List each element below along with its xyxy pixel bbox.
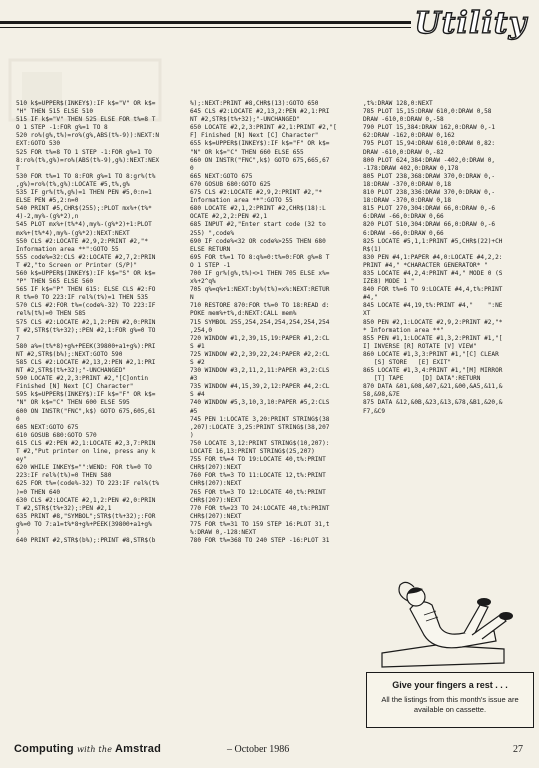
code-line: [T] TAPE [D] DATA":RETURN bbox=[363, 375, 481, 383]
code-line: 760 FOR t%=3 TO 11:LOCATE 12,t%:PRINT bbox=[190, 472, 326, 480]
code-line: 675 CLS #2:LOCATE #2,9,2:PRINT #2,"* bbox=[190, 189, 323, 197]
code-line: 0 bbox=[16, 415, 20, 423]
header-rule bbox=[0, 21, 470, 24]
code-line: 620 WHILE INKEY$="":WEND: FOR t%=0 TO bbox=[16, 464, 152, 472]
code-line: R t%=0 TO 223:IF rel%(t%)=1 THEN 535 bbox=[16, 294, 149, 302]
code-line: 635 PRINT #8,"SYMBOL";STR$(t%+32);:FOR bbox=[16, 512, 156, 520]
code-line: x%+2^q% bbox=[190, 278, 216, 286]
code-line: 530 FOR t%=1 TO 8:FOR g%=1 TO 8:gr%(t% bbox=[16, 172, 156, 180]
code-line: 6:DRAW -66,0:DRAW 0,66 bbox=[363, 213, 444, 221]
code-line: 625 FOR t%=(code%-32) TO 223:IF rel%(t% bbox=[16, 480, 160, 488]
code-line: O 1 STEP -1 bbox=[190, 261, 231, 269]
code-line: 725 WINDOW #2,2,39,22,24:PAPER #2,2:CL bbox=[190, 350, 330, 358]
code-line: 605 NEXT:GOTO 675 bbox=[16, 423, 79, 431]
code-line: 840 FOR t%=6 TO 9:LOCATE #4,4,t%:PRINT bbox=[363, 286, 503, 294]
code-line: OCATE #2,2,2:PEN #2,1 bbox=[190, 213, 268, 221]
code-line: ) bbox=[16, 528, 20, 536]
code-line: 795 PLOT 15,94:DRAW 610,0:DRAW 0,82: bbox=[363, 140, 496, 148]
code-line: Finished [N] Next [C] Character" bbox=[16, 383, 134, 391]
code-line: EXT:GOTO 530 bbox=[16, 140, 61, 148]
code-line: 735 WINDOW #4,15,39,2,12:PAPER #4,2:CL bbox=[190, 383, 330, 391]
code-line: 700 IF gr%(g%,t%)<>1 THEN 705 ELSE x%= bbox=[190, 269, 330, 277]
code-line: 540 PRINT #5,CHR$(255);:PLOT mx%+(t%* bbox=[16, 205, 152, 213]
code-line: LOCATE 16,13:PRINT STRING$(25,207) bbox=[190, 448, 315, 456]
magazine-name-with: with the bbox=[77, 745, 113, 754]
code-line: ey" bbox=[16, 456, 28, 464]
code-line: 255) ",code% bbox=[190, 229, 235, 237]
code-line: Information area **":GOTO 55 bbox=[16, 245, 119, 253]
code-line: 815 PLOT 270,304:DRAW 66,0:DRAW 0,-6 bbox=[363, 205, 496, 213]
code-line: S #2 bbox=[190, 359, 205, 366]
code-line: DRAW -610,0:DRAW 0,-82 bbox=[363, 148, 444, 156]
code-line: 660 ON INSTR("FNC",k$) GOTO 675,665,67 bbox=[190, 156, 330, 164]
code-line: 805 PLOT 238,368:DRAW 370,0:DRAW 0,- bbox=[363, 172, 496, 180]
promo-title: Give your fingers a rest . . . bbox=[392, 680, 508, 690]
code-line: 575 CLS #2:LOCATE #2,1,2:PEN #2,0:PRIN bbox=[16, 318, 156, 326]
code-line: 775 FOR t%=31 TO 159 STEP 16:PLOT 31,t bbox=[190, 520, 330, 528]
code-line: 525 FOR t%=8 TO 1 STEP -1:FOR g%=1 TO bbox=[16, 148, 152, 156]
code-line: 590 LOCATE #2,2,3:PRINT #2,"[C]ontin bbox=[16, 375, 149, 383]
code-line: CHR$(207):NEXT bbox=[190, 512, 242, 520]
code-line: I] INVERSE [R] ROTATE [V] VIEW" bbox=[363, 342, 477, 350]
code-line: 715 SYMBOL 255,254,254,254,254,254,254 bbox=[190, 318, 330, 326]
issue-date bbox=[227, 744, 289, 755]
code-line: 670 GOSUB 680:GOTO 625 bbox=[190, 180, 271, 188]
code-line: 765 FOR t%=3 TO 12:LOCATE 40,t%:PRINT bbox=[190, 488, 326, 496]
page-header bbox=[0, 0, 539, 44]
code-line: 750 LOCATE 3,12:PRINT STRING$(10,207): bbox=[190, 439, 330, 447]
code-line: "N" OR k$="C" THEN 660 ELSE 655 bbox=[190, 148, 304, 156]
code-line: ,g%)=ro%(t%,g%):LOCATE #5,t%,g% bbox=[16, 180, 130, 188]
code-line: 845 LOCATE #4,19,t%:PRINT #4," ":NE bbox=[363, 302, 503, 310]
code-line: 680 LOCATE #2,1,2:PRINT #2,CHR$(18):L bbox=[190, 205, 326, 213]
section-title: Utility bbox=[411, 6, 532, 41]
code-line: #3 bbox=[190, 375, 198, 383]
code-line: 850 PEN #2,1:LOCATE #2,9,2:PRINT #2,"* bbox=[363, 318, 503, 326]
code-line: CHR$(207):NEXT bbox=[190, 496, 242, 504]
code-line: 580 a%=(t%*8)+g%+PEEK(39800+a1+g%):PRI bbox=[16, 342, 156, 350]
magazine-name bbox=[14, 743, 161, 755]
code-line: )=0 THEN 640 bbox=[16, 488, 61, 496]
code-line: "P" THEN 565 ELSE 560 bbox=[16, 278, 94, 286]
listing-column-1 bbox=[16, 100, 184, 545]
code-line: 855 PEN #1,1:LOCATE #1,3,2:PRINT #1,"[ bbox=[363, 334, 503, 342]
relaxing-man-illustration bbox=[376, 575, 524, 671]
code-line: F7,&C9 bbox=[363, 407, 386, 415]
listing-column-2 bbox=[190, 100, 360, 545]
code-line: 770 FOR t%=23 TO 24:LOCATE 40,t%:PRINT bbox=[190, 504, 330, 512]
code-line: T #2,STR$(t%+32);:PEN #2,1:FOR g%=0 TO bbox=[16, 326, 156, 334]
page-number: 27 bbox=[513, 744, 523, 755]
code-line: 223:IF rel%(t%)=0 THEN 580 bbox=[16, 472, 112, 480]
code-line: 640 PRINT #2,STR$(b%);:PRINT #8,STR$(b bbox=[16, 537, 156, 545]
code-line: 710 RESTORE 870:FOR t%=0 TO 18:READ d: bbox=[190, 302, 330, 310]
code-line: 550 CLS #2:LOCATE #2,9,2:PRINT #2,"* bbox=[16, 237, 149, 245]
code-line: 720 WINDOW #1,2,39,15,19:PAPER #1,2:CL bbox=[190, 334, 330, 342]
code-line: F] Finished [N] Next [C] Character" bbox=[190, 132, 319, 140]
code-line: "N" OR k$="C" THEN 600 ELSE 595 bbox=[16, 399, 130, 407]
code-line: 790 PLOT 15,384:DRAW 162,0:DRAW 0,-1 bbox=[363, 124, 496, 132]
code-line: ELSE RETURN bbox=[190, 245, 231, 253]
code-line: 695 FOR t%=1 TO 8:q%=0:t%=0:FOR g%=8 T bbox=[190, 253, 330, 261]
code-line: S #1 bbox=[190, 342, 205, 350]
code-line: 690 IF code%<32 OR code%>255 THEN 680 bbox=[190, 237, 326, 245]
code-line: ELSE PEN #5,2:n=0 bbox=[16, 197, 79, 205]
code-line: S #4 bbox=[190, 391, 205, 399]
code-line: 58,&98,&7E bbox=[363, 391, 400, 399]
code-line: 800 PLOT 624,384:DRAW -402,0:DRAW 0, bbox=[363, 156, 496, 164]
code-line: T #2,"Put printer on line, press any k bbox=[16, 448, 156, 456]
code-line: 665 NEXT:GOTO 675 bbox=[190, 172, 253, 180]
code-line: T #2,STR$(t%+32);:PEN #2,1 bbox=[16, 504, 112, 512]
code-line: 810 PLOT 238,336:DRAW 370,0:DRAW 0,- bbox=[363, 189, 496, 197]
code-line: 62:DRAW -162,0:DRAW 0,162 bbox=[363, 132, 455, 140]
code-line: rel%(t%)=0 THEN 585 bbox=[16, 310, 86, 318]
code-line: ,254,0 bbox=[190, 326, 213, 334]
code-line: 18:DRAW -370,0:DRAW 0,18 bbox=[363, 197, 452, 205]
date-text: October 1986 bbox=[234, 744, 290, 755]
code-line: 18:DRAW -370,0:DRAW 0,18 bbox=[363, 180, 452, 188]
code-line: 535 IF gr%(t%,g%)=1 THEN PEN #5,0:n=1 bbox=[16, 189, 152, 197]
code-line: * Information area **" bbox=[363, 326, 444, 334]
code-line: DRAW -610,0:DRAW 0,-58 bbox=[363, 116, 444, 124]
code-line: 565 IF k$="P" THEN 615: ELSE CLS #2:FO bbox=[16, 286, 156, 294]
code-line: ,t%:DRAW 128,0:NEXT bbox=[363, 100, 433, 107]
code-line: 515 IF k$="V" THEN 525 ELSE FOR t%=8 T bbox=[16, 116, 156, 124]
magazine-name-part2: Amstrad bbox=[115, 743, 162, 755]
code-line: 755 FOR t%=4 TO 19:LOCATE 40,t%:PRINT bbox=[190, 456, 326, 464]
code-line: 555 code%=32:CLS #2:LOCATE #2,7,2:PRIN bbox=[16, 253, 156, 261]
code-line: XT bbox=[363, 310, 371, 318]
code-line: 615 CLS #2:PEN #2,1:LOCATE #2,3,7:PRIN bbox=[16, 439, 156, 447]
code-line: "H" THEN 515 ELSE 510 bbox=[16, 108, 94, 116]
code-line: 510 k$=UPPER$(INKEY$):IF k$="V" OR k$= bbox=[16, 100, 156, 107]
code-line: 875 DATA &12,&0B,&23,&13,&78,&B1,&20,& bbox=[363, 399, 503, 407]
code-line: T bbox=[16, 164, 20, 172]
code-line: 745 PEN 1:LOCATE 3,20:PRINT STRING$(38 bbox=[190, 415, 330, 423]
code-line: 685 INPUT #2,"Enter start code (32 to bbox=[190, 221, 326, 229]
code-line: #5 bbox=[190, 407, 198, 415]
code-line: 0 bbox=[190, 164, 194, 172]
header-rule-thin bbox=[0, 27, 470, 28]
code-line: R$(1) bbox=[363, 245, 382, 253]
code-line: 830 PEN #4,1:PAPER #4,0:LOCATE #4,2,2: bbox=[363, 253, 503, 261]
code-line: 870 DATA &01,&08,&07,&21,&00,&A5,&11,& bbox=[363, 383, 503, 391]
code-line: 585 CLS #2:LOCATE #2,13,2:PEN #2,1:PRI bbox=[16, 359, 156, 366]
code-line: 560 k$=UPPER$(INKEY$):IF k$="S" OR k$= bbox=[16, 269, 156, 277]
code-line: ,207):LOCATE 3,25:PRINT STRING$(38,207 bbox=[190, 423, 330, 431]
date-dash: – bbox=[227, 744, 235, 755]
code-line: Information area **":GOTO 55 bbox=[190, 197, 293, 205]
code-line: 835 LOCATE #4,2,4:PRINT #4," MODE 0 (S bbox=[363, 269, 503, 277]
code-line: 520 ro%(g%,t%)=ro%(g%,ABS(t%-9)):NEXT:N bbox=[16, 132, 160, 140]
page-footer bbox=[14, 743, 529, 759]
code-line: mx%+(t%*4),my%-(g%*2):NEXT:NEXT bbox=[16, 229, 130, 237]
code-line: O 1 STEP -1:FOR g%=1 TO 8 bbox=[16, 124, 108, 132]
code-line: IZE8) MODE 1 " bbox=[363, 278, 415, 286]
code-line: g%=0 TO 7:a1=t%*8+g%+PEEK(39800+a1+g% bbox=[16, 520, 152, 528]
code-line: 860 LOCATE #1,3,3:PRINT #1,"[C] CLEAR bbox=[363, 350, 499, 358]
code-line: 650 LOCATE #2,2,3:PRINT #2,1:PRINT #2,"[ bbox=[190, 124, 337, 132]
promo-body: All the listings from this month's issue are available on cassette. bbox=[381, 695, 519, 714]
code-line: %);:NEXT:PRINT #8,CHR$(13):GOTO 650 bbox=[190, 100, 319, 107]
code-line: N bbox=[190, 294, 194, 302]
code-line: ) bbox=[190, 431, 194, 439]
code-line: 630 CLS #2:LOCATE #2,1,2:PEN #2,0:PRIN bbox=[16, 496, 156, 504]
code-line: 730 WINDOW #3,2,11,2,11:PAPER #3,2:CLS bbox=[190, 367, 330, 375]
code-line: %:DRAW 0,-128:NEXT bbox=[190, 528, 257, 536]
code-line: NT #2,STR$(b%);:NEXT:GOTO 590 bbox=[16, 350, 123, 358]
code-line: 4)-2,my%-(g%*2),n bbox=[16, 213, 79, 221]
code-line: 570 CLS #2:FOR t%=(code%-32) TO 223:IF bbox=[16, 302, 156, 310]
code-line: 595 k$=UPPER$(INKEY$):IF k$="F" OR k$= bbox=[16, 391, 156, 399]
code-line: 600 ON INSTR("FNC",k$) GOTO 675,605,61 bbox=[16, 407, 156, 415]
cassette-promo-box bbox=[366, 672, 534, 728]
code-line: #4," bbox=[363, 294, 378, 302]
code-line: 820 PLOT 510,304:DRAW 66,0:DRAW 0,-6 bbox=[363, 221, 496, 229]
code-line: -178:DRAW 402,0:DRAW 0,178 bbox=[363, 164, 459, 172]
code-line: 8:ro%(t%,g%)=ro%(ABS(t%-9),g%):NEXT:NEX bbox=[16, 156, 160, 164]
magazine-name-part1: Computing bbox=[14, 743, 74, 755]
code-line: 780 FOR t%=368 TO 240 STEP -16:PLOT 31 bbox=[190, 537, 330, 545]
code-line: 7 bbox=[16, 334, 20, 342]
code-line: NT #2,STR$(t%+32);"-UNCHANGED" bbox=[190, 116, 301, 124]
code-line: 825 LOCATE #5,1,1:PRINT #5,CHR$(22)+CH bbox=[363, 237, 503, 245]
code-line: CHR$(207):NEXT bbox=[190, 480, 242, 488]
code-line: [S] STORE [E] EXIT" bbox=[363, 359, 452, 366]
code-line: CHR$(207):NEXT bbox=[190, 464, 242, 472]
code-line: 645 CLS #2:LOCATE #2,13,2:PEN #2,1:PRI bbox=[190, 108, 330, 116]
code-line: 705 q%=q%+1:NEXT:by%(t%)=x%:NEXT:RETUR bbox=[190, 286, 330, 294]
code-line: POKE mem%+t%,d:NEXT:CALL mem% bbox=[190, 310, 297, 318]
code-line: PRINT #4," *CHARACTER GENERATOR* " bbox=[363, 261, 488, 269]
code-line: 785 PLOT 15,15:DRAW 610,0:DRAW 0,58 bbox=[363, 108, 492, 116]
code-line: 740 WINDOW #5,3,10,3,10:PAPER #5,2:CLS bbox=[190, 399, 330, 407]
code-line: 865 LOCATE #1,3,4:PRINT #1,"[M] MIRROR bbox=[363, 367, 503, 375]
code-line: 545 PLOT mx%+(t%*4),my%-(g%*2)+1:PLOT bbox=[16, 221, 152, 229]
code-line: 6:DRAW -66,0:DRAW 0,66 bbox=[363, 229, 444, 237]
listing-column-3 bbox=[363, 100, 533, 416]
code-line: T #2,"to Screen or Printer (S/P)" bbox=[16, 261, 138, 269]
code-line: 655 k$=UPPER$(INKEY$):IF k$="F" OR k$= bbox=[190, 140, 330, 148]
code-line: NT #2,STR$(t%+32);"-UNCHANGED" bbox=[16, 367, 127, 375]
code-line: 610 GOSUB 680:GOTO 570 bbox=[16, 431, 97, 439]
